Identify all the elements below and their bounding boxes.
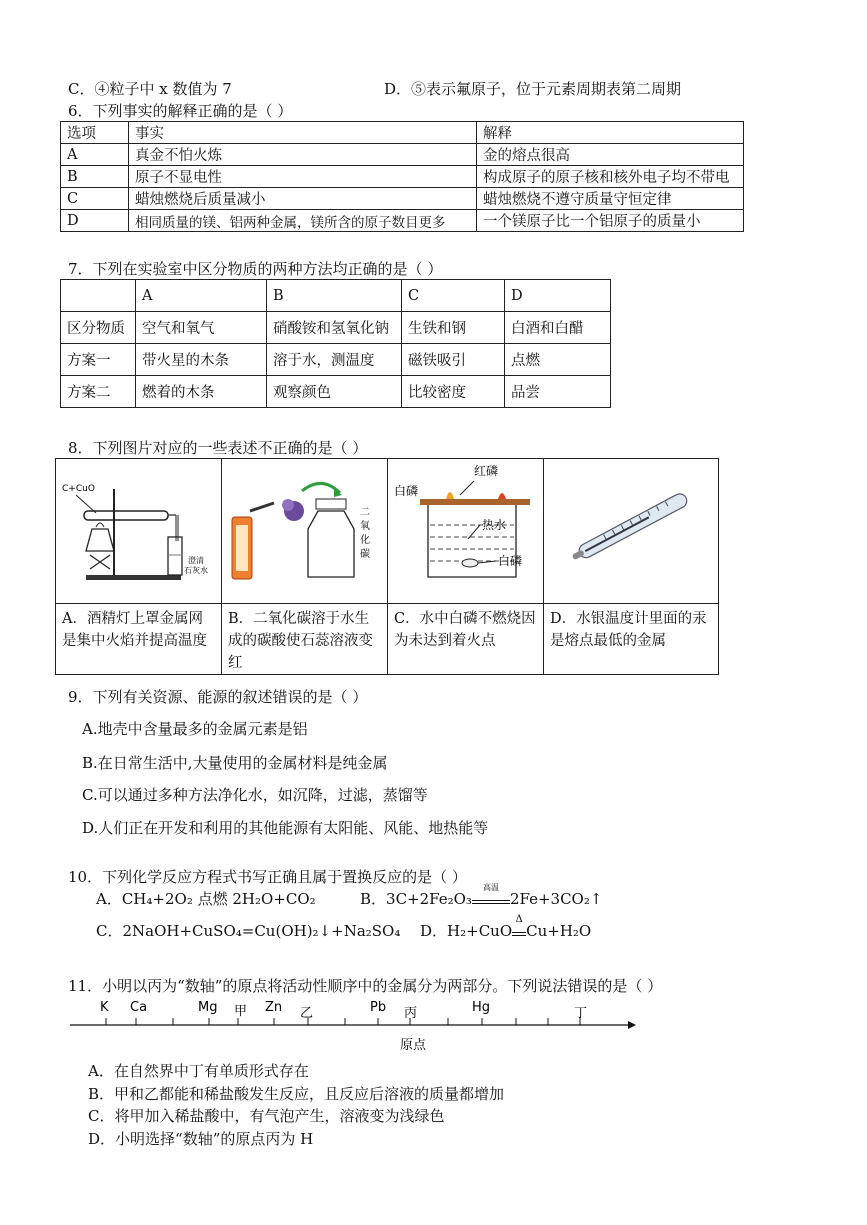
table-row [61,166,744,188]
q10-option-d [420,914,592,941]
table-row [61,188,744,210]
table-row [61,376,611,408]
table-cell: 蜡烛燃烧后质量减小 [129,188,477,210]
table-row [61,344,611,376]
figure-a-cell [56,459,222,604]
caption-row [56,604,719,675]
co2-spray-flower-figure [222,459,387,599]
table-cell: 带火星的木条 [136,344,267,376]
table-cell: 空气和氧气 [136,312,267,344]
q10-option-b-products: 2Fe+3CO₂↑ [509,890,603,908]
figure-row [56,459,719,604]
label-co2-char-3: 化 [360,535,370,546]
label-white-phosphorus-bottom: 白磷 [498,554,523,568]
metal-activity-number-line [60,993,640,1055]
q5-option-c: C．④粒子中 x 数值为 7 [68,80,232,98]
table-row [61,210,744,232]
table-row [61,312,611,344]
table-cell: 点燃 [505,344,611,376]
label-white-phosphorus-top: 白磷 [394,484,419,498]
q11-stem: 11．小明以丙为“数轴”的原点将活动性顺序中的金属分为两部分。下列说法错误的是（ ） [68,977,663,995]
table-cell: B [61,166,129,188]
q7-table [60,279,611,408]
q10-option-b-equals [472,900,510,904]
q10-option-a: A．CH₄+2O₂ 点燃 2H₂O+CO₂ [96,890,316,908]
figure-caption: B．二氧化碳溶于水生成的碳酸使石蕊溶液变红 [222,604,388,675]
table-cell: 区分物质 [61,312,136,344]
q10-option-c: C．2NaOH+CuSO₄=Cu(OH)₂↓+Na₂SO₄ [96,922,401,940]
q11-option-b: B．甲和乙都能和稀盐酸发生反应，且反应后溶液的质量都增加 [88,1085,505,1103]
q10-option-b-condition: 高温 [482,883,499,892]
mercury-thermometer-figure [544,459,709,599]
label-co2-char-2: 氧 [360,521,370,532]
axis-label-yi: 乙 [300,1006,314,1021]
table-header-cell: A [136,280,267,312]
phosphorus-combustion-figure [388,459,543,599]
table-cell: 原子不显电性 [129,166,477,188]
table-header-cell: 事实 [129,122,477,144]
axis-label-ca: Ca [130,1000,148,1015]
axis-label-k: K [100,1000,109,1015]
table-cell: 一个镁原子比一个铝原子的质量小 [477,210,744,232]
table-cell: 燃着的木条 [136,376,267,408]
q8-stem: 8．下列图片对应的一些表述不正确的是（ ） [68,439,368,457]
table-cell: 方案二 [61,376,136,408]
table-cell: 构成原子的原子核和核外电子均不带电 [477,166,744,188]
figure-c-cell [388,459,544,604]
q10-option-d-reactants: D．H₂+CuO [420,922,513,940]
table-cell: 磁铁吸引 [402,344,505,376]
q9-option-a: A.地壳中含量最多的金属元素是铝 [82,720,308,738]
axis-label-hg: Hg [472,1000,491,1015]
table-header-cell: 选项 [61,122,129,144]
q6-stem: 6．下列事实的解释正确的是（ ） [68,102,293,120]
label-red-phosphorus: 红磷 [474,464,499,478]
axis-label-bing: 丙 [404,1006,418,1021]
axis-origin-label: 原点 [400,1038,427,1053]
table-cell: 硝酸铵和氢氧化钠 [267,312,402,344]
table-header-row [61,280,611,312]
table-cell: A [61,144,129,166]
q10-option-d-arrow [512,914,526,936]
q7-stem: 7．下列在实验室中区分物质的两种方法均正确的是（ ） [68,260,443,278]
q10-option-d-condition: Δ [515,914,523,925]
table-cell: 蜡烛燃烧不遵守质量守恒定律 [477,188,744,210]
label-co2-char-1: 二 [360,507,370,518]
q10-option-b [360,883,603,909]
q10-option-b-reactants: B．3C+2Fe₂O₃ [360,890,472,908]
q9-option-b: B.在日常生活中,大量使用的金属材料是纯金属 [82,754,388,772]
label-c-cuo: C+CuO [62,484,95,494]
table-cell: D [61,210,129,232]
q9-stem: 9．下列有关资源、能源的叙述错误的是（ ） [68,688,368,706]
q11-option-d: D．小明选择“数轴”的原点丙为 H [88,1130,314,1148]
q10-option-d-products: Cu+H₂O [526,922,592,940]
axis-label-pb: Pb [370,1000,387,1015]
table-cell: 生铁和钢 [402,312,505,344]
figure-caption: A．酒精灯上罩金属网是集中火焰并提高温度 [56,604,222,675]
table-cell: 真金不怕火炼 [129,144,477,166]
figure-caption: C．水中白磷不燃烧因为未达到着火点 [388,604,544,675]
q11-option-c: C．将甲加入稀盐酸中，有气泡产生，溶液变为浅绿色 [88,1107,445,1125]
table-header-cell: B [267,280,402,312]
table-row [61,144,744,166]
figure-b-cell [222,459,388,604]
label-co2-char-4: 碳 [360,549,370,560]
figure-d-cell [544,459,719,604]
label-hot-water: 热水 [482,518,507,532]
table-header-cell: D [505,280,611,312]
figure-caption: D．水银温度计里面的汞是熔点最低的金属 [544,604,719,675]
q5-option-d: D．⑤表示氟原子，位于元素周期表第二周期 [384,80,682,98]
q6-table [60,121,744,232]
combustion-apparatus-figure [56,459,221,599]
q10-option-b-arrow [472,883,510,904]
table-cell: 方案一 [61,344,136,376]
table-cell: 比较密度 [402,376,505,408]
axis-label-ding: 丁 [574,1006,588,1021]
q11-option-a: A．在自然界中丁有单质形式存在 [88,1062,309,1080]
q10-option-d-equals [512,932,526,936]
q10-stem: 10．下列化学反应方程式书写正确且属于置换反应的是（ ） [68,868,467,886]
table-cell: 品尝 [505,376,611,408]
q9-option-d: D.人们正在开发和利用的其他能源有太阳能、风能、地热能等 [82,819,489,837]
q9-option-c: C.可以通过多种方法净化水，如沉降，过滤，蒸馏等 [82,786,428,804]
table-cell: C [61,188,129,210]
table-cell: 相同质量的镁、铝两种金属，镁所含的原子数目更多 [129,210,477,232]
table-cell: 白酒和白醋 [505,312,611,344]
table-header-cell: 解释 [477,122,744,144]
table-header-cell [61,280,136,312]
table-cell: 观察颜色 [267,376,402,408]
q8-figure-table [55,458,719,675]
label-limewater-2: 石灰水 [184,566,208,575]
axis-label-mg: Mg [198,1000,218,1015]
axis-label-jia: 甲 [234,1004,248,1019]
label-limewater-1: 澄清 [188,556,204,565]
table-header-row [61,122,744,144]
table-cell: 金的熔点很高 [477,144,744,166]
table-cell: 溶于水，测温度 [267,344,402,376]
axis-label-zn: Zn [265,1000,283,1015]
table-header-cell: C [402,280,505,312]
